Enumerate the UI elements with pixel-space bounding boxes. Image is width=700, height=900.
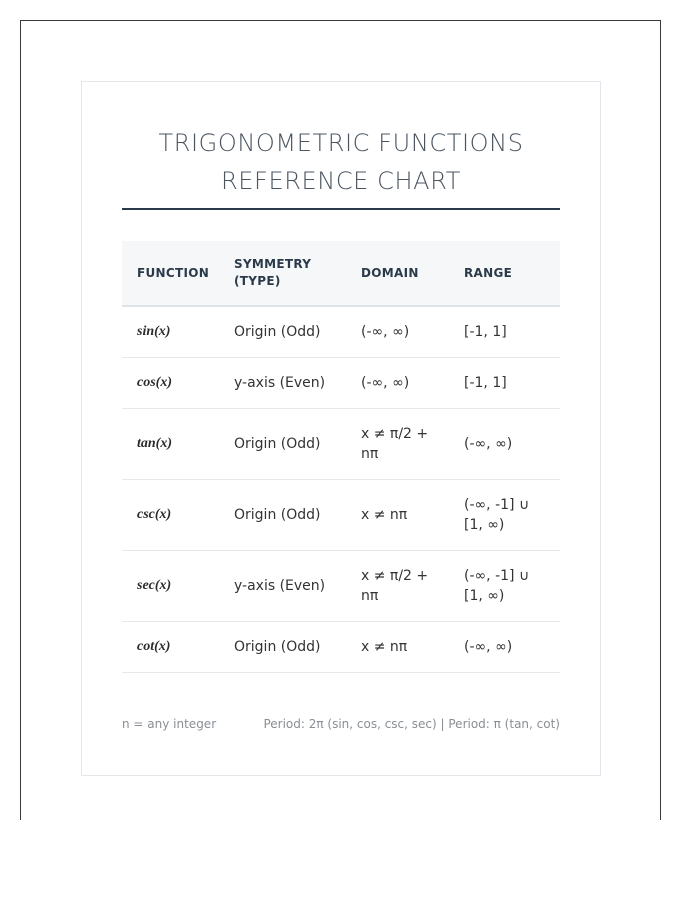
domain-cell: x ≠ π/2 + nπ bbox=[346, 551, 449, 622]
table-row bbox=[122, 551, 560, 622]
symmetry-cell: Origin (Odd) bbox=[219, 480, 346, 551]
function-cell: csc(x) bbox=[122, 480, 219, 551]
domain-cell: x ≠ nπ bbox=[346, 480, 449, 551]
function-cell: sin(x) bbox=[122, 306, 219, 358]
range-cell: [-1, 1] bbox=[449, 306, 560, 358]
symmetry-cell: Origin (Odd) bbox=[219, 409, 346, 480]
domain-cell: x ≠ π/2 + nπ bbox=[346, 409, 449, 480]
table-row bbox=[122, 622, 560, 673]
symmetry-cell: y-axis (Even) bbox=[219, 551, 346, 622]
table-row bbox=[122, 480, 560, 551]
title-divider bbox=[122, 208, 560, 210]
header-symmetry: SYMMETRY (TYPE) bbox=[219, 241, 346, 306]
function-cell: cos(x) bbox=[122, 358, 219, 409]
integer-note: n = any integer bbox=[122, 717, 217, 731]
domain-cell: x ≠ nπ bbox=[346, 622, 449, 673]
table-row bbox=[122, 409, 560, 480]
function-cell: tan(x) bbox=[122, 409, 219, 480]
range-cell: (-∞, ∞) bbox=[449, 622, 560, 673]
range-cell: (-∞, ∞) bbox=[449, 409, 560, 480]
symmetry-cell: y-axis (Even) bbox=[219, 358, 346, 409]
range-cell: [-1, 1] bbox=[449, 358, 560, 409]
chart-title bbox=[122, 124, 560, 200]
domain-cell: (-∞, ∞) bbox=[346, 306, 449, 358]
function-cell: sec(x) bbox=[122, 551, 219, 622]
table-header-row bbox=[122, 241, 560, 306]
header-range: RANGE bbox=[449, 241, 560, 306]
period-note: Period: 2π (sin, cos, csc, sec) | Period: π (tan, cot) bbox=[263, 717, 560, 731]
title-line-2: REFERENCE CHART bbox=[221, 167, 461, 195]
table-row bbox=[122, 306, 560, 358]
trig-reference-table bbox=[122, 241, 560, 673]
function-cell: cot(x) bbox=[122, 622, 219, 673]
symmetry-cell: Origin (Odd) bbox=[219, 622, 346, 673]
title-line-1: TRIGONOMETRIC FUNCTIONS bbox=[158, 129, 524, 157]
header-function: FUNCTION bbox=[122, 241, 219, 306]
range-cell: (-∞, -1] ∪ [1, ∞) bbox=[449, 480, 560, 551]
domain-cell: (-∞, ∞) bbox=[346, 358, 449, 409]
symmetry-cell: Origin (Odd) bbox=[219, 306, 346, 358]
header-domain: DOMAIN bbox=[346, 241, 449, 306]
range-cell: (-∞, -1] ∪ [1, ∞) bbox=[449, 551, 560, 622]
table-row bbox=[122, 358, 560, 409]
